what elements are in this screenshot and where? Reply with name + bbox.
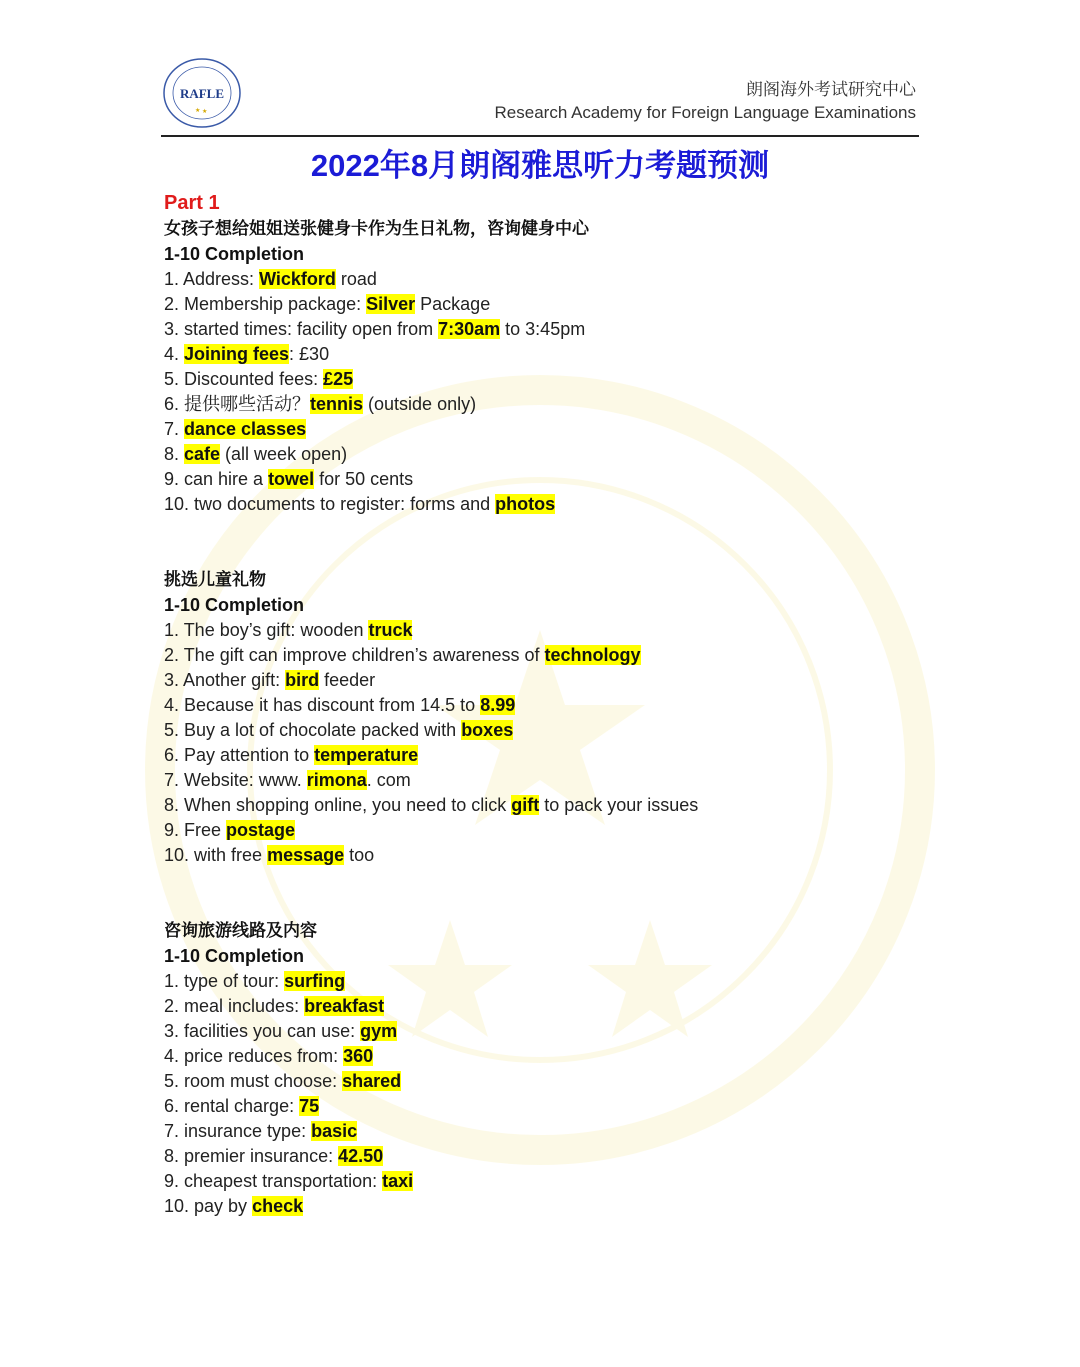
- question-item: [164, 693, 924, 718]
- organization-name: [495, 78, 916, 124]
- question-text-after: (outside only): [363, 394, 477, 414]
- section-gap: [164, 517, 924, 567]
- answer-highlight: breakfast: [304, 996, 385, 1016]
- answer-highlight: boxes: [461, 720, 514, 740]
- section-subtitle: 1-10 Completion: [164, 595, 305, 615]
- question-text: 9. Free: [164, 820, 227, 840]
- question-text: 4.: [164, 344, 185, 364]
- question-item: [164, 317, 924, 342]
- answer-highlight: postage: [226, 820, 296, 840]
- question-text: 6. 提供哪些活动？: [164, 394, 311, 414]
- answer-highlight: check: [252, 1196, 304, 1216]
- question-item: [164, 342, 924, 367]
- question-text-after: . com: [366, 770, 411, 790]
- question-item: [164, 1044, 924, 1069]
- document-title: 2022年8月朗阁雅思听力考题预测: [310, 148, 770, 183]
- question-item: [164, 292, 924, 317]
- answer-highlight: photos: [495, 494, 556, 514]
- answer-highlight: 7:30am: [438, 319, 501, 339]
- question-item: [164, 417, 924, 442]
- section-subtitle: 1-10 Completion: [164, 946, 305, 966]
- question-text-after: Package: [415, 294, 491, 314]
- question-item: [164, 492, 924, 517]
- question-item: [164, 668, 924, 693]
- sections-container: [164, 216, 924, 1219]
- question-text: 3. Another gift:: [164, 670, 286, 690]
- question-text-after: too: [344, 845, 375, 865]
- question-item: [164, 818, 924, 843]
- question-item: [164, 267, 924, 292]
- question-text: 3. started times: facility open from: [164, 319, 439, 339]
- answer-highlight: bird: [285, 670, 320, 690]
- question-text: 9. cheapest transportation:: [164, 1171, 383, 1191]
- answer-highlight: surfing: [284, 971, 346, 991]
- svg-text:★: ★: [195, 108, 201, 114]
- answer-highlight: taxi: [382, 1171, 414, 1191]
- question-text-after: to 3:45pm: [500, 319, 586, 339]
- svg-text:★: ★: [202, 109, 208, 115]
- question-text: 7. insurance type:: [164, 1121, 312, 1141]
- section-topic: 挑选儿童礼物: [164, 570, 266, 589]
- question-item: [164, 743, 924, 768]
- section-subtitle: 1-10 Completion: [164, 244, 305, 264]
- document-body: [164, 190, 924, 1219]
- section-topic: 女孩子想给姐姐送张健身卡作为生日礼物，咨询健身中心: [164, 219, 589, 238]
- question-text: 3. facilities you can use:: [164, 1021, 361, 1041]
- answer-highlight: 42.50: [338, 1146, 384, 1166]
- answer-highlight: Wickford: [259, 269, 336, 289]
- question-text: 5. room must choose:: [164, 1071, 343, 1091]
- question-text-after: (all week open): [220, 444, 348, 464]
- answer-highlight: technology: [544, 645, 641, 665]
- question-text: 2. meal includes:: [164, 996, 305, 1016]
- question-item: [164, 1144, 924, 1169]
- question-text-after: feeder: [319, 670, 376, 690]
- org-name-en: Research Academy for Foreign Language Examinations: [494, 103, 916, 122]
- answer-highlight: gift: [511, 795, 540, 815]
- question-text: 8. When shopping online, you need to click: [164, 795, 512, 815]
- question-item: [164, 442, 924, 467]
- question-text-after: to pack your issues: [539, 795, 699, 815]
- question-item: [164, 467, 924, 492]
- question-item: [164, 969, 924, 994]
- question-item: [164, 1194, 924, 1219]
- question-item: [164, 718, 924, 743]
- rafle-logo: [162, 57, 242, 129]
- question-text: 2. Membership package:: [164, 294, 367, 314]
- answer-highlight: cafe: [184, 444, 221, 464]
- answer-highlight: dance classes: [184, 419, 307, 439]
- question-item: [164, 367, 924, 392]
- question-text: 10. two documents to register: forms and: [164, 494, 496, 514]
- question-item: [164, 1069, 924, 1094]
- answer-highlight: truck: [368, 620, 413, 640]
- question-item: [164, 618, 924, 643]
- question-text: 6. Pay attention to: [164, 745, 315, 765]
- question-text: 10. with free: [164, 845, 268, 865]
- answer-highlight: 8.99: [480, 695, 516, 715]
- question-text: 6. rental charge:: [164, 1096, 300, 1116]
- answer-highlight: Joining fees: [184, 344, 290, 364]
- question-item: [164, 643, 924, 668]
- question-text: 4. price reduces from:: [164, 1046, 344, 1066]
- answer-highlight: Silver: [366, 294, 416, 314]
- question-text: 5. Discounted fees:: [164, 369, 324, 389]
- question-text: 1. type of tour:: [164, 971, 285, 991]
- question-text-after: road: [335, 269, 377, 289]
- question-item: [164, 392, 924, 417]
- question-text-after: for 50 cents: [314, 469, 414, 489]
- question-item: [164, 1094, 924, 1119]
- answer-highlight: towel: [268, 469, 315, 489]
- question-text: 8. premier insurance:: [164, 1146, 339, 1166]
- question-text: 5. Buy a lot of chocolate packed with: [164, 720, 462, 740]
- answer-highlight: basic: [311, 1121, 358, 1141]
- question-text: 2. The gift can improve children’s awareness of: [164, 645, 545, 665]
- question-text: 10. pay by: [164, 1196, 253, 1216]
- question-text: 7. Website: www.: [164, 770, 307, 790]
- question-item: [164, 768, 924, 793]
- question-text: 7.: [164, 419, 185, 439]
- org-name-cn: 朗阁海外考试研究中心: [746, 80, 916, 99]
- answer-highlight: gym: [360, 1021, 398, 1041]
- answer-highlight: tennis: [310, 394, 364, 414]
- answer-highlight: shared: [342, 1071, 402, 1091]
- answer-highlight: £25: [323, 369, 354, 389]
- question-item: [164, 1169, 924, 1194]
- question-text: 9. can hire a: [164, 469, 269, 489]
- section-gap: [164, 868, 924, 918]
- logo-text: RAFLE: [179, 86, 225, 101]
- header-divider: [161, 135, 919, 137]
- question-text: 1. The boy’s gift: wooden: [164, 620, 369, 640]
- question-text-after: : £30: [289, 344, 330, 364]
- part-label: Part 1: [164, 192, 220, 214]
- question-item: [164, 994, 924, 1019]
- section-topic: 咨询旅游线路及内容: [164, 921, 317, 940]
- question-text: 1. Address:: [164, 269, 260, 289]
- question-text: 8.: [164, 444, 185, 464]
- answer-highlight: 75: [299, 1096, 320, 1116]
- answer-highlight: rimona: [306, 770, 367, 790]
- question-item: [164, 1019, 924, 1044]
- answer-highlight: temperature: [314, 745, 419, 765]
- answer-highlight: 360: [343, 1046, 374, 1066]
- question-item: [164, 1119, 924, 1144]
- question-text: 4. Because it has discount from 14.5 to: [164, 695, 481, 715]
- question-item: [164, 843, 924, 868]
- question-item: [164, 793, 924, 818]
- answer-highlight: message: [267, 845, 345, 865]
